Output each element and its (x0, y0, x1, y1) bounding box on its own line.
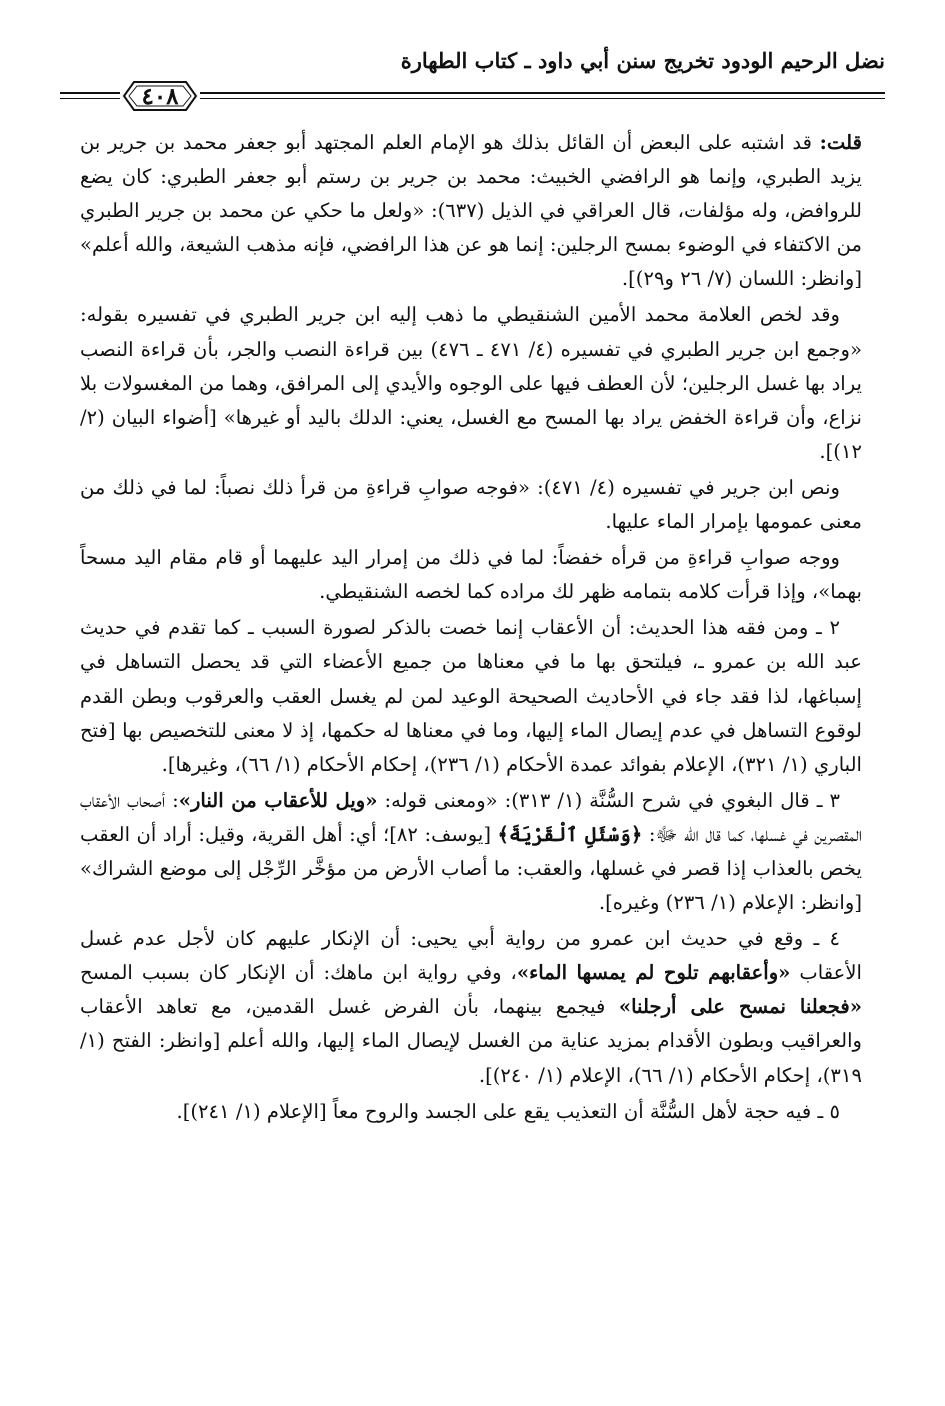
paragraph-7 (80, 922, 862, 1092)
main-text (80, 126, 862, 1129)
paragraph-text: [يوسف: ٨٢]؛ أي: أهل القرية، وقيل: أراد أن العقب يخص بالعذاب إذا قصر في غسلها، والعقب: ما أصاب الأرض من مؤخَّر الرِّجْل إلى موضع الشراك» [وانظر: الإعلام (١/ ٢٣٦) وغيره]. (80, 822, 862, 915)
paragraph-text: ٢ ـ ومن فقه هذا الحديث: أن الأعقاب إنما خصت بالذكر لصورة السبب ـ كما تقدم في حديث عبد الله بن عمرو ـ، فيلتحق بها ما في معناها من جميع الأعضاء التي قد يحصل التساهل في إسباغها، لذا فقد جاء في الأحاديث الصحيحة الوعيد لمن لم يغسل العقب والعرقوب وبطن القدم لوقوع التساهل في عدم إيصال الماء إليها، وما في معناها له حكمها، إذ لا معنى للتخصيص بها [فتح الباري (١/ ٣٢١)، الإعلام بفوائد عمدة الأحكام (١/ ٢٣٦)، إحكام الأحكام (١/ ٦٦)، وغيرها]. (80, 616, 862, 776)
paragraph-text: : أصحاب الأعقاب المقصرين في غسلها، كما قال الله ﷻ: (80, 788, 863, 846)
page-number-ornament (120, 76, 200, 116)
paragraph-lead: قلت: (819, 131, 862, 154)
paragraph-8 (80, 1095, 862, 1129)
paragraph-text: وقد لخص العلامة محمد الأمين الشنقيطي ما ذهب إليه ابن جرير الطبري في تفسيره بقوله: «وجمع ابن جرير الطبري في تفسيره (٤/ ٤٧١ ـ ٤٧٦) بين قراءة النصب والجر، بأن قراءة النصب يراد بها غسل الرجلين؛ لأن العطف فيها على الوجوه والأيدي إلى المرافق، وهما من المغسولات بلا نزاع، وأن قراءة الخفض يراد بها المسح مع الغسل، يعني: الدلك باليد أو غيرها» [أضواء البيان (٢/ ١٢)]. (80, 303, 862, 463)
hadith-quote: «فجعلنا نمسح على أرجلنا» (618, 995, 862, 1019)
paragraph-text: ٥ ـ فيه حجة لأهل السُّنَّة أن التعذيب يقع على الجسد والروح معاً [الإعلام (١/ ٢٤١)]. (176, 1099, 840, 1123)
paragraph-text: ، وفي رواية ابن ماهك: أن الإنكار كان بسبب المسح (80, 961, 517, 985)
paragraph-5 (80, 611, 862, 781)
running-title: نضل الرحيم الودود تخريج سنن أبي داود ـ كتاب الطهارة (400, 48, 885, 73)
paragraph-3 (80, 471, 862, 539)
quran-verse: ﴿وَسْئَلِ ٱلْقَرْيَةَ﴾ (497, 822, 643, 846)
paragraph-text: قد اشتبه على البعض أن القائل بذلك هو الإمام العلم المجتهد أبو جعفر محمد بن جرير بن يزيد الطبري، وإنما هو الرافضي الخبيث: محمد بن جرير بن رستم أبو جعفر الطبري: كان يضع للروافض، وله مؤلفات، قال العراقي في الذيل (٦٣٧): «ولعل ما حكي عن محمد بن جرير الطبري من الاكتفاء في الوضوء بمسح الرجلين: إنما هو عن هذا الرافضي، فإنه مذهب الشيعة، والله أعلم» [وانظر: اللسان (٧/ ٢٦ و٢٩)]. (80, 131, 862, 291)
hadith-quote: «ويل للأعقاب من النار» (178, 788, 378, 812)
page-header (60, 40, 885, 120)
paragraph-text: ووجه صوابِ قراءةِ من قرأه خفضاً: لما في ذلك من إمرار اليد عليهما أو قام مقام اليد مسحاً بهما»، وإذا قرأت كلامه بتمامه ظهر لك مراده كما لخصه الشنقيطي. (80, 546, 862, 604)
paragraph-text: ٤ ـ وقع في حديث ابن عمرو من رواية أبي يحيى: أن الإنكار عليهم كان لأجل عدم غسل الأعقاب (80, 927, 862, 985)
paragraph-1 (80, 126, 862, 296)
paragraph-text: فيجمع بينهما، بأن الفرض غسل القدمين، مع تعاهد الأعقاب والعراقيب وبطون الأقدام بمزيد عناية من الغسل لإيصال الماء إليها، والله أعلم [وانظر: الفتح (١/ ٣١٩)، إحكام الأحكام (١/ ٦٦)، الإعلام (١/ ٢٤٠)]. (80, 995, 862, 1087)
paragraph-2 (80, 298, 862, 468)
paragraph-4 (80, 541, 862, 609)
paragraph-6 (80, 784, 862, 920)
hadith-quote: «وأعقابهم تلوح لم يمسها الماء» (516, 961, 791, 985)
paragraph-text: ونص ابن جرير في تفسيره (٤/ ٤٧١): «فوجه صوابِ قراءةِ من قرأ ذلك نصباً: لما في ذلك من معنى عمومها بإمرار الماء عليها. (80, 475, 862, 534)
paragraph-text: ٣ ـ قال البغوي في شرح السُّنَّة (١/ ٣١٣): «ومعنى قوله: (377, 788, 840, 812)
page-number: ٤٠٨ (141, 82, 179, 110)
